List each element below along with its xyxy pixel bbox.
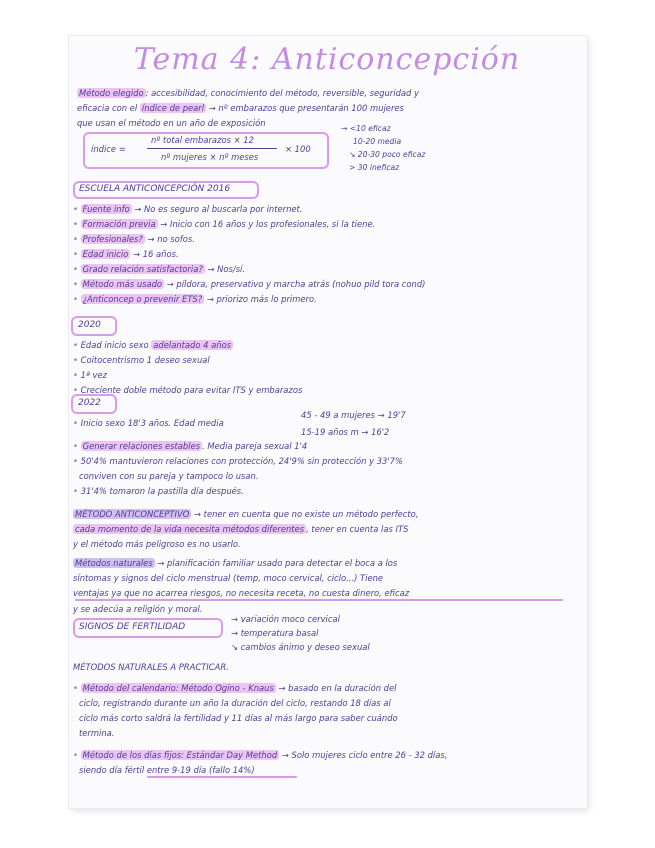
text-2022-4: conviven con su pareja y tampoco lo usan. <box>79 471 259 481</box>
list-item-2016-1: • Fuente info → No es seguro al buscarla por internet. <box>73 204 303 214</box>
text-2022-branch-1: 45 - 49 a mujeres → 19'7 <box>301 410 406 420</box>
practicar-m1-line-1: • Método del calendario: Método Ogino - Knaus → basado en la duración del <box>73 683 397 693</box>
naturales-line-2: síntomas y signos del ciclo menstrual (temp, moco cervical, ciclo...) Tiene <box>73 573 384 583</box>
text-2022-5: • 31'4% tomaron la pastilla día después. <box>73 486 244 496</box>
list-item-2020-1: • Edad inicio sexo adelantado 4 años <box>73 340 232 350</box>
list-item-2016-7: • ¿Anticoncep o prevenir ETS? → priorizo más lo primero. <box>73 294 317 304</box>
signos-item-3: ↘ cambios ánimo y deseo sexual <box>231 642 370 652</box>
heading-2022: 2022 <box>78 398 101 408</box>
text-2022-1: • Inicio sexo 18'3 años. Edad media <box>73 418 224 428</box>
naturales-line-1: Métodos naturales → planificación familiar usado para detectar el boca a los <box>75 558 398 568</box>
text-2022-2: • Generar relaciones estables . Media pareja sexual 1'4 <box>73 441 308 451</box>
fraction-bar <box>147 148 277 149</box>
list-item-2020-2: • Coitocentrismo 1 deseo sexual <box>73 355 210 365</box>
practicar-heading: MÉTODOS NATURALES A PRACTICAR. <box>73 662 229 672</box>
signos-heading: SIGNOS DE FERTILIDAD <box>79 622 186 632</box>
naturales-underline <box>75 599 563 601</box>
list-item-2020-4: • Creciente doble método para evitar ITS y embarazos <box>73 385 303 395</box>
practicar-m1-line-3: ciclo más corto saldrá la fertilidad y 11 días al más largo para saber cuándo <box>79 713 398 723</box>
practicar-m1-line-2: ciclo, registrando durante un año la duración del ciclo, restando 18 días al <box>79 698 391 708</box>
practicar-m2-underline <box>147 776 297 778</box>
scale-1: → <10 eficaz <box>341 124 391 133</box>
practicar-m2-line-1: • Método de los días fijos: Estándar Day Method → Solo mujeres ciclo entre 26 - 32 días, <box>73 750 448 760</box>
scale-3: ↘ 20-30 poco eficaz <box>349 150 426 159</box>
naturales-line-3: ventajas ya que no acarrea riesgos, no necesita receta, no cuesta dinero, eficaz <box>73 588 410 598</box>
scale-4: > 30 ineficaz <box>349 163 400 172</box>
list-item-2020-3: • 1ª vez <box>73 370 108 380</box>
practicar-m2-line-2: siendo día fértil entre 9-19 día (fallo 14%) <box>79 765 255 775</box>
list-item-2016-6: • Método más usado → píldora, preservativo y marcha atrás (nohuo pild tora cond) <box>73 279 426 289</box>
intro-line-2: eficacia con el índice de pearl → nº embarazos que presentarán 100 mujeres <box>77 103 404 113</box>
page-title: Tema 4: Anticoncepción <box>133 42 521 77</box>
signos-item-2: → temperatura basal <box>231 628 319 638</box>
text-2022-branch-2: 15-19 años m → 16'2 <box>301 427 390 437</box>
practicar-m1-line-4: termina. <box>79 728 115 738</box>
formula-denominator: nº mujeres × nº meses <box>161 152 259 162</box>
naturales-line-4: y se adecúa a religión y moral. <box>73 604 203 614</box>
signos-item-1: → variación moco cervical <box>231 614 340 624</box>
list-item-2016-4: • Edad inicio → 16 años. <box>73 249 179 259</box>
heading-2020: 2020 <box>78 320 101 330</box>
intro-line-1: Método elegido : accesibilidad, conocimiento del método, reversible, seguridad y <box>79 88 419 98</box>
heading-2016: ESCUELA ANTICONCEPCIÓN 2016 <box>79 184 231 194</box>
intro-line-3: que usan el método en un año de exposición <box>77 118 266 128</box>
formula-numerator: nº total embarazos × 12 <box>151 135 254 145</box>
metodo-line-3: y el método más peligroso es no usarlo. <box>73 539 241 549</box>
list-item-2016-5: • Grado relación satisfactoria? → Nos/sí. <box>73 264 246 274</box>
metodo-line-1: MÉTODO ANTICONCEPTIVO → tener en cuenta que no existe un método perfecto, <box>75 509 419 519</box>
formula-multiplier: × 100 <box>285 144 311 154</box>
intro-term: Método elegido <box>79 88 144 98</box>
scale-2: 10-20 media <box>353 137 402 146</box>
list-item-2016-3: • Profesionales? → no sofos. <box>73 234 195 244</box>
metodo-line-2: cada momento de la vida necesita métodos diferentes , tener en cuenta las ITS <box>75 524 409 534</box>
text-2022-3: • 50'4% mantuvieron relaciones con protección, 24'9% sin protección y 33'7% <box>73 456 403 466</box>
formula-label: índice = <box>91 144 126 154</box>
list-item-2016-2: • Formación previa → Inicio con 16 años y los profesionales, si la tiene. <box>73 219 376 229</box>
notebook-page <box>69 36 587 808</box>
